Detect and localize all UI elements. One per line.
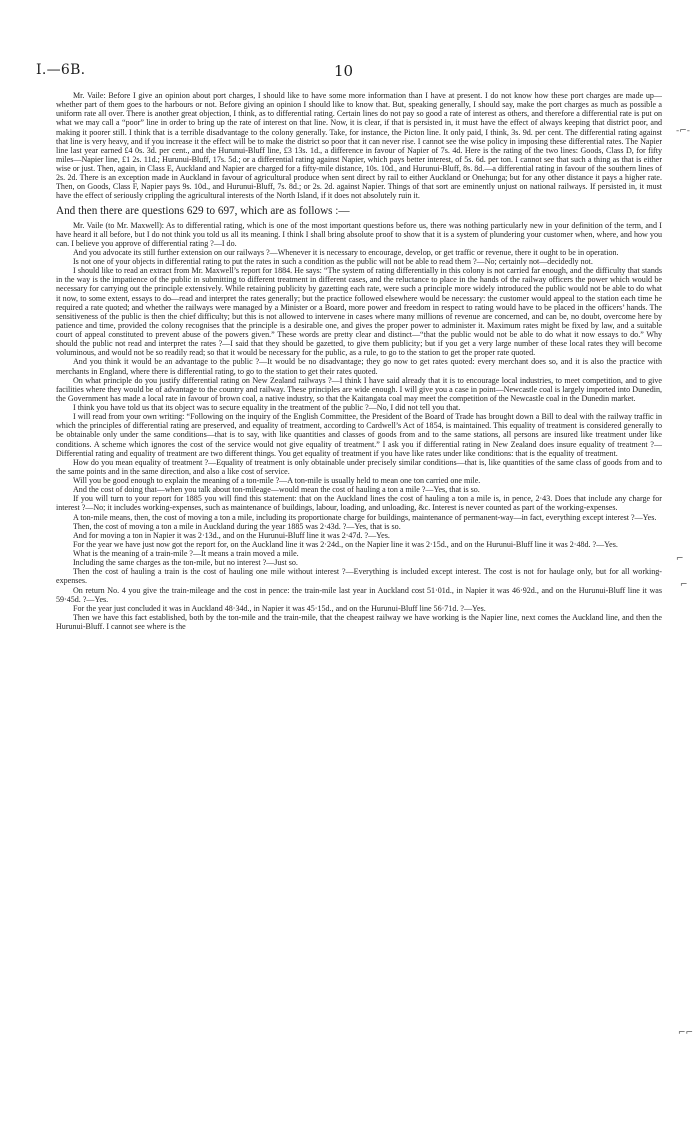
- paragraph: And you advocate its still further extension on our railways ?—Whenever it is necessary to encourage, develop, or get traffic or revenue, there it ought to be in operation.: [73, 247, 619, 257]
- margin-mark: ⌐: [676, 554, 684, 564]
- paragraph: And for moving a ton in Napier it was 2·13d., and on the Hurunui-Bluff line it was 2·47d. ?—Yes.: [73, 530, 390, 540]
- paragraph: On what principle do you justify differential rating on New Zealand railways ?—I think I have said already that it is to encourage local industries, to meet competition, and to give facilities where they would be of advantage to the country and railway. These principles are wide enough. I will give you a case in point—Newcastle coal is largely imported into Dunedin, the Government has made a local rate in favour of brown coal, a native industry, so that the Kaitangata coal may meet the competition of the Newcastle coal in the Dunedin market.: [56, 375, 662, 403]
- margin-mark: ⌐: [680, 580, 688, 590]
- paragraph: Mr. Vaile (to Mr. Maxwell): As to differential rating, which is one of the most important questions before us, there was nothing particularly new in your definition of the term, and I have heard it all before, but I do not think you told us all its meaning. I think I shall bring absolute proof to show that it is a system of plundering your customer when, where, and how you can. I believe you approve of differential rating ?—I do.: [56, 220, 662, 248]
- paragraph: And the cost of doing that—when you talk about ton-mileage—would mean the cost of hauling a ton a mile ?—Yes, that is so.: [73, 485, 480, 495]
- paragraph: Then, the cost of moving a ton a mile in Auckland during the year 1885 was 2·43d. ?—Yes, that is so.: [73, 521, 401, 531]
- margin-mark: -⌐-: [676, 126, 691, 136]
- page-header: [0, 62, 700, 84]
- paragraph: Then the cost of hauling a train is the cost of hauling one mile without interest ?—Everything is included except interest. The cost is not for haulage only, but for all working-expenses.: [56, 567, 662, 586]
- document-reference: I.—6B.: [36, 62, 86, 78]
- margin-mark: ⌐⌐: [678, 1028, 694, 1038]
- paragraph: Is not one of your objects in differential rating to put the rates in such a condition as the public will not be able to read them ?—No; certainly not—decidedly not.: [73, 257, 593, 266]
- page-body: [56, 91, 662, 1121]
- paragraph: For the year just concluded it was in Auckland 48·34d., in Napier it was 45·15d., and on the Hurunui-Bluff line 56·71d. ?—Yes.: [73, 603, 486, 613]
- paragraph: A ton-mile means, then, the cost of moving a ton a mile, including its proportionate charge for buildings, maintenance of permanent-way—in fact, everything except interest ?—Yes.: [73, 512, 657, 522]
- page-number: 10: [334, 62, 354, 80]
- paragraph: What is the meaning of a train-mile ?—It means a train moved a mile.: [73, 549, 299, 558]
- paragraph: I should like to read an extract from Mr. Maxwell’s report for 1884. He says: “The system of rating differentially in this colony is not carried far enough, and the difficulty that stands in the way is the impatience of the public in submitting to different treatment in different cases, and the reluctance to place in the hands of the railway officers the power which would be necessary for carrying out the principle extensively. While retaining publicity by gazetting each rate, were such a principle more widely introduced the public would not be able to do what it now, to some extent, essays to do—read and interpret the rates generally; but the practice followed elsewhere would be necessary: the customer would appeal to the station each time he required a rate quoted; and whether the railways were managed by a Minister or a Board, more power and freedom in respect to rating would have to be placed in the officers’ hands. The sensitiveness of the public is then the chief difficulty; but this is not allowed to intervene in cases where many millions of revenue are concerned, and can be, no doubt, overcome here by patience and time, provided the colony recognises that the principle is a desirable one, and gives the proper power to administer it. Maximum rates might be fixed by law, and a suitable court of appeal constituted to prevent abuse of the powers given.” These words are pretty clear and distinct—“that the public would not be able to do what it now essays to do.” Why should the public not read and interpret the rates ?—I said that they should be gazetted, to give them publicity; but if you get a very large number of these local rates they will become voluminous, and would not be so readily read; so that it would be necessary for the public, as a rule, to go to the station to get the proper rate quoted.: [56, 266, 662, 358]
- paragraph: Mr. Vaile: Before I give an opinion about port charges, I should like to have some more information than I have at present. I do not know how these port charges are made up—whether part of them goes to the harbours or not. Before giving an opinion I should like to know that. But, speaking generally, I should say, make the port charges as much as possible a uniform rate all over. There is another great objection, I think, as to differential rating. Certain lines do not pay so good a rate of interest as others, and therefore a differential rate is put on what we may call a “poor” line in order to bring up the rate of interest on that line. Now, it is clear, if that is persisted in, it must have the effect of always keeping that district poor, and making it poorer still. I think that is a terrible disadvantage to the colony generally. Take, for instance, the Picton line. It only paid, I think, 3s. 9d. per cent. The differential rating against that line is very heavy, and if you increase it the effect will be to make the district so poor that it can never rise. I cannot see the wise policy in imposing these differential rates. The Napier line last year earned £4 0s. 3d. per cent., and the Hurunui-Bluff line, £3 13s. 1d., a difference in favour of Napier of 7s. 4d. Here is the rating of the two lines: Goods, Class D, for fifty miles—Napier line, £1 2s. 11d.; Hurunui-Bluff, 17s. 5d.; or a differential rating against Napier, which pays better interest, of 5s. 6d. per ton. I cannot see that such a thing as that is either wise or just. Then, again, in Class E, Auckland and Napier are charged for a fifty-mile distance, 10s. 10d., and Hurunui-Bluff, 8s. 8d.—a differential rating in favour of the southern lines of 2s. 2d. There is an exception made in Auckland in favour of agricultural produce when sent direct by rail to either Auckland or Onehunga; but for any other distance it pays a higher rate. Then, on Goods, Class F, Napier pays 9s. 10d., and Hurunui-Bluff, 7s. 8d.; or 2s. 2d. against Napier. Things of that sort are eminently unjust on national railways. If persisted in, it must have the effect of seriously crippling the agricultural interests of the North Island, if it does not absolutely ruin it.: [56, 91, 662, 201]
- paragraph: Including the same charges as the ton-mile, but no interest ?—Just so.: [73, 558, 298, 568]
- paragraph: I will read from your own writing: “Following on the inquiry of the English Committee, the President of the Board of Trade has brought down a Bill to deal with the railway traffic in which the principles of differential rating are preserved, and equality of treatment, according to Cardwell’s Act of 1854, is maintained. This equality of treatment is considered generally to be obtainable only under the same conditions—that is to say, with like quantities and classes of goods from and to the same stations, all persons are insured like treatment under like conditions. A scheme which ignores the cost of the service would not give equality of treatment.” I ask you if differential rating in New Zealand does insure equality of treatment ?—Differential rating and equality of treatment are two different things. You get equality of treatment if you have like rates under like conditions: that is the equality of treatment.: [56, 412, 662, 458]
- section-heading: And then there are questions 629 to 697, which are as follows :—: [56, 204, 350, 217]
- paragraph: How do you mean equality of treatment ?—Equality of treatment is only obtainable under precisely similar conditions—that is, like quantities of the same class of goods from and to the same points and in the same direction, and also a like cost of service.: [56, 457, 662, 476]
- paragraph: If you will turn to your report for 1885 you will find this statement: that on the Auckland lines the cost of hauling a ton a mile is, in pence, 2·43. Does that include any charge for interest ?—No; it includes working-expenses, such as maintenance of buildings, labour, loading, and unloading, &c. Interest is never counted as part of the working-expenses.: [56, 494, 662, 513]
- paragraph: Will you be good enough to explain the meaning of a ton-mile ?—A ton-mile is usually held to mean one ton carried one mile.: [73, 476, 481, 485]
- paragraph: Then we have this fact established, both by the ton-mile and the train-mile, that the cheapest railway we have working is the Napier line, next comes the Auckland line, and then the Hurunui-Bluff. I cannot see where is the: [56, 612, 662, 631]
- paragraph: And you think it would be an advantage to the public ?—It would be no disadvantage; they go now to get rates quoted: every merchant does so, and it is also the practice with merchants in England, where there is differential rating, to go to the station to get their rates quoted.: [56, 357, 662, 376]
- paragraph: For the year we have just now got the report for, on the Auckland line it was 2·24d., on the Napier line it was 2·15d., and on the Hurunui-Bluff line it was 2·48d. ?—Yes.: [73, 539, 618, 549]
- paragraph: On return No. 4 you give the train-mileage and the cost in pence: the train-mile last year in Auckland cost 51·01d., in Napier it was 46·92d., and on the Hurunui-Bluff line it was 59·45d. ?—Yes.: [56, 585, 662, 604]
- paragraph: I think you have told us that its object was to secure equality in the treatment of the public ?—No, I did not tell you that.: [73, 403, 461, 412]
